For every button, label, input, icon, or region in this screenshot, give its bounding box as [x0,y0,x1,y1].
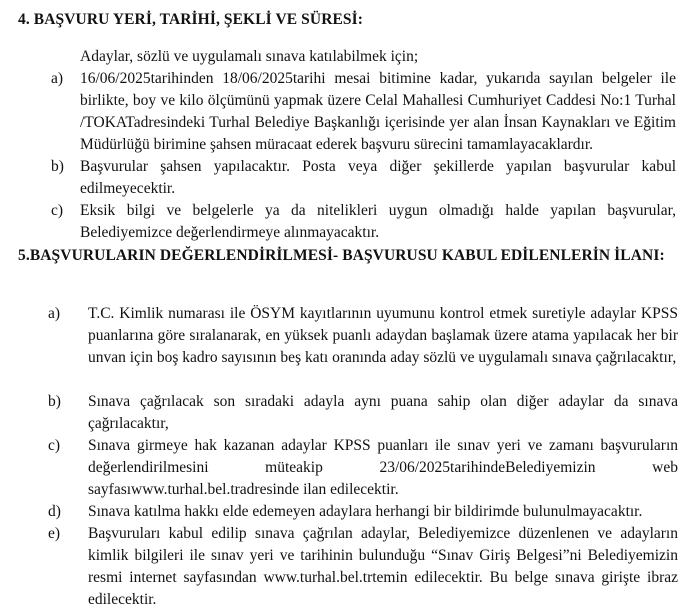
item-letter: c) [51,202,64,219]
section-5-heading: 5.BAŞVURULARIN DEĞERLENDİRİLMESİ- BAŞVURUSU KABUL EDİLENLERİN İLANI: [18,247,665,264]
item-text: Sınava girmeye hak kazanan adaylar KPSS puanları ile sınav yeri ve zamanı başvuruların değerlendirilmesini müteakip 23/06/2025tarihindeBelediyemizin web sayfasıwww.turhal.bel.tradresinde ilan edilecektir. [88,437,678,498]
section-4-heading: 4. BAŞVURU YERİ, TARİHİ, ŞEKLİ VE SÜRESİ: [18,11,364,28]
item-text: Eksik bilgi ve belgelerle ya da nitelikleri uygun olmadığı halde yapılan başvurular, Belediyemizce değerlendirmeye alınmayacaktır. [80,202,676,241]
section-4-intro: Adaylar, sözlü ve uygulamalı sınava katılabilmek için; [80,48,419,65]
item-letter: a) [48,305,61,322]
item-text: 16/06/2025tarihinden 18/06/2025tarihi mesai bitimine kadar, yukarıda sayılan belgeler ile birlikte, boy ve kilo ölçümünü yapmak üzere Celal Mahallesi Cumhuriyet Caddesi No:1 Turhal /TOKATadresindeki Turhal Belediye Başkanlığı içerisinde yer alan İnsan Kaynakları ve Eğitim Müdürlüğü birimine şahsen müracaat ederek başvuru sürecini tamamlayacaklardır. [80,70,676,153]
item-text: Sınava katılma hakkı elde edemeyen adaylara herhangi bir bildirimde bulunulmayacaktır. [88,503,643,520]
item-letter: d) [48,503,61,520]
item-text: T.C. Kimlik numarası ile ÖSYM kayıtlarının uyumunu kontrol etmek suretiyle adaylar KPSS puanlarına göre sıralanarak, en yüksek puanlı adaydan başlamak üzere atama yapılacak her bir unvan için boş kadro sayısının beş katı oranında aday sözlü ve uygulamalı sınava çağrılacaktır, [88,305,678,366]
item-text: Sınava çağrılacak son sıradaki adayla aynı puana sahip olan diğer adaylar da sınava çağrılacaktır, [88,393,678,432]
item-letter: b) [51,158,64,175]
item-letter: c) [48,437,61,454]
item-text: Başvurular şahsen yapılacaktır. Posta veya diğer şekillerde yapılan başvurular kabul edilmeyecektir. [80,158,676,197]
item-text: Başvuruları kabul edilip sınava çağrılan adaylar, Belediyemizce düzenlenen ve adayların kimlik bilgileri ile sınav yeri ve tarihinin bulunduğu “Sınav Giriş Belgesi”ni Belediyemizin resmi internet sayfasından www.turhal.bel.trtemin edilecektir. Bu belge sınava girişte ibraz edilecektir. [88,525,678,608]
item-letter: a) [51,70,64,87]
item-letter: b) [48,393,61,410]
item-letter: e) [48,525,61,542]
